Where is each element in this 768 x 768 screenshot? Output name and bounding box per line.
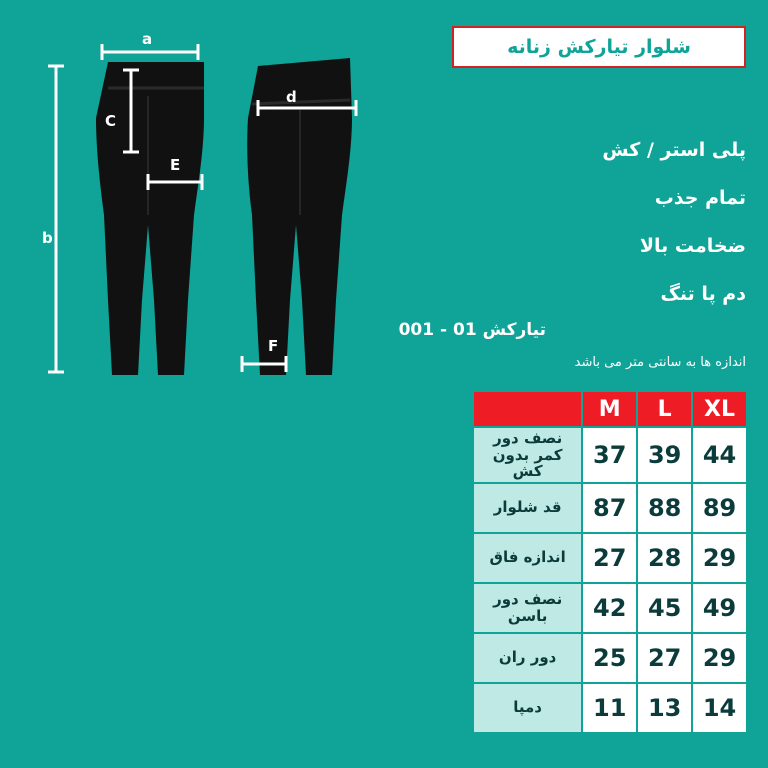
row-label-hip: نصف دور باسن xyxy=(473,583,582,633)
cell-hip-xl: 49 xyxy=(692,583,747,633)
cell-thigh-m: 25 xyxy=(582,633,637,683)
row-label-rise: اندازه فاق xyxy=(473,533,582,583)
dimension-label-e: E xyxy=(170,156,181,174)
page-title: شلوار تیارکش زنانه xyxy=(507,36,691,58)
table-row xyxy=(473,583,747,633)
feature-item-3: ضخامت بالا xyxy=(639,234,746,257)
units-note: اندازه ها به سانتی متر می باشد xyxy=(574,355,746,370)
table-row xyxy=(473,683,747,733)
column-header-xl: XL xyxy=(692,391,747,427)
feature-item-1: پلی استر / کش xyxy=(602,139,746,161)
row-label-ankle: دمپا xyxy=(473,683,582,733)
cell-length-m: 87 xyxy=(582,483,637,533)
model-code-label: تیارکش 01 - 001 xyxy=(398,320,546,340)
cell-ankle-xl: 14 xyxy=(692,683,747,733)
row-label-thigh: دور ران xyxy=(473,633,582,683)
dimension-label-a: a xyxy=(142,30,153,48)
cell-ankle-m: 11 xyxy=(582,683,637,733)
column-header-measure xyxy=(473,391,582,427)
table-row xyxy=(473,483,747,533)
cell-hip-m: 42 xyxy=(582,583,637,633)
cell-ankle-l: 13 xyxy=(637,683,692,733)
size-table xyxy=(472,390,748,734)
cell-thigh-xl: 29 xyxy=(692,633,747,683)
cell-hip-l: 45 xyxy=(637,583,692,633)
feature-item-2: تمام جذب xyxy=(654,186,746,209)
cell-thigh-l: 27 xyxy=(637,633,692,683)
cell-waist-l: 39 xyxy=(637,427,692,483)
row-label-waist: نصف دور کمر بدون کش xyxy=(473,427,582,483)
cell-length-l: 88 xyxy=(637,483,692,533)
dimension-label-f: F xyxy=(268,337,279,355)
table-row xyxy=(473,427,747,483)
table-row xyxy=(473,633,747,683)
dimension-label-d: d xyxy=(286,88,297,106)
product-title-box xyxy=(452,26,746,68)
leggings-diagram-svg xyxy=(0,0,452,400)
dimension-label-b: b xyxy=(42,229,53,247)
cell-rise-xl: 29 xyxy=(692,533,747,583)
leggings-front-view xyxy=(96,62,204,375)
cell-rise-m: 27 xyxy=(582,533,637,583)
table-header-row xyxy=(473,391,747,427)
feature-item-4: دم پا تنگ xyxy=(660,282,746,305)
table-row xyxy=(473,533,747,583)
cell-length-xl: 89 xyxy=(692,483,747,533)
garment-illustration xyxy=(0,0,452,400)
row-label-length: قد شلوار xyxy=(473,483,582,533)
cell-waist-xl: 44 xyxy=(692,427,747,483)
column-header-l: L xyxy=(637,391,692,427)
column-header-m: M xyxy=(582,391,637,427)
cell-waist-m: 37 xyxy=(582,427,637,483)
leggings-back-view xyxy=(247,58,352,375)
cell-rise-l: 28 xyxy=(637,533,692,583)
feature-list xyxy=(416,140,746,332)
dimension-line-b xyxy=(48,66,64,372)
dimension-label-c: C xyxy=(105,112,117,130)
